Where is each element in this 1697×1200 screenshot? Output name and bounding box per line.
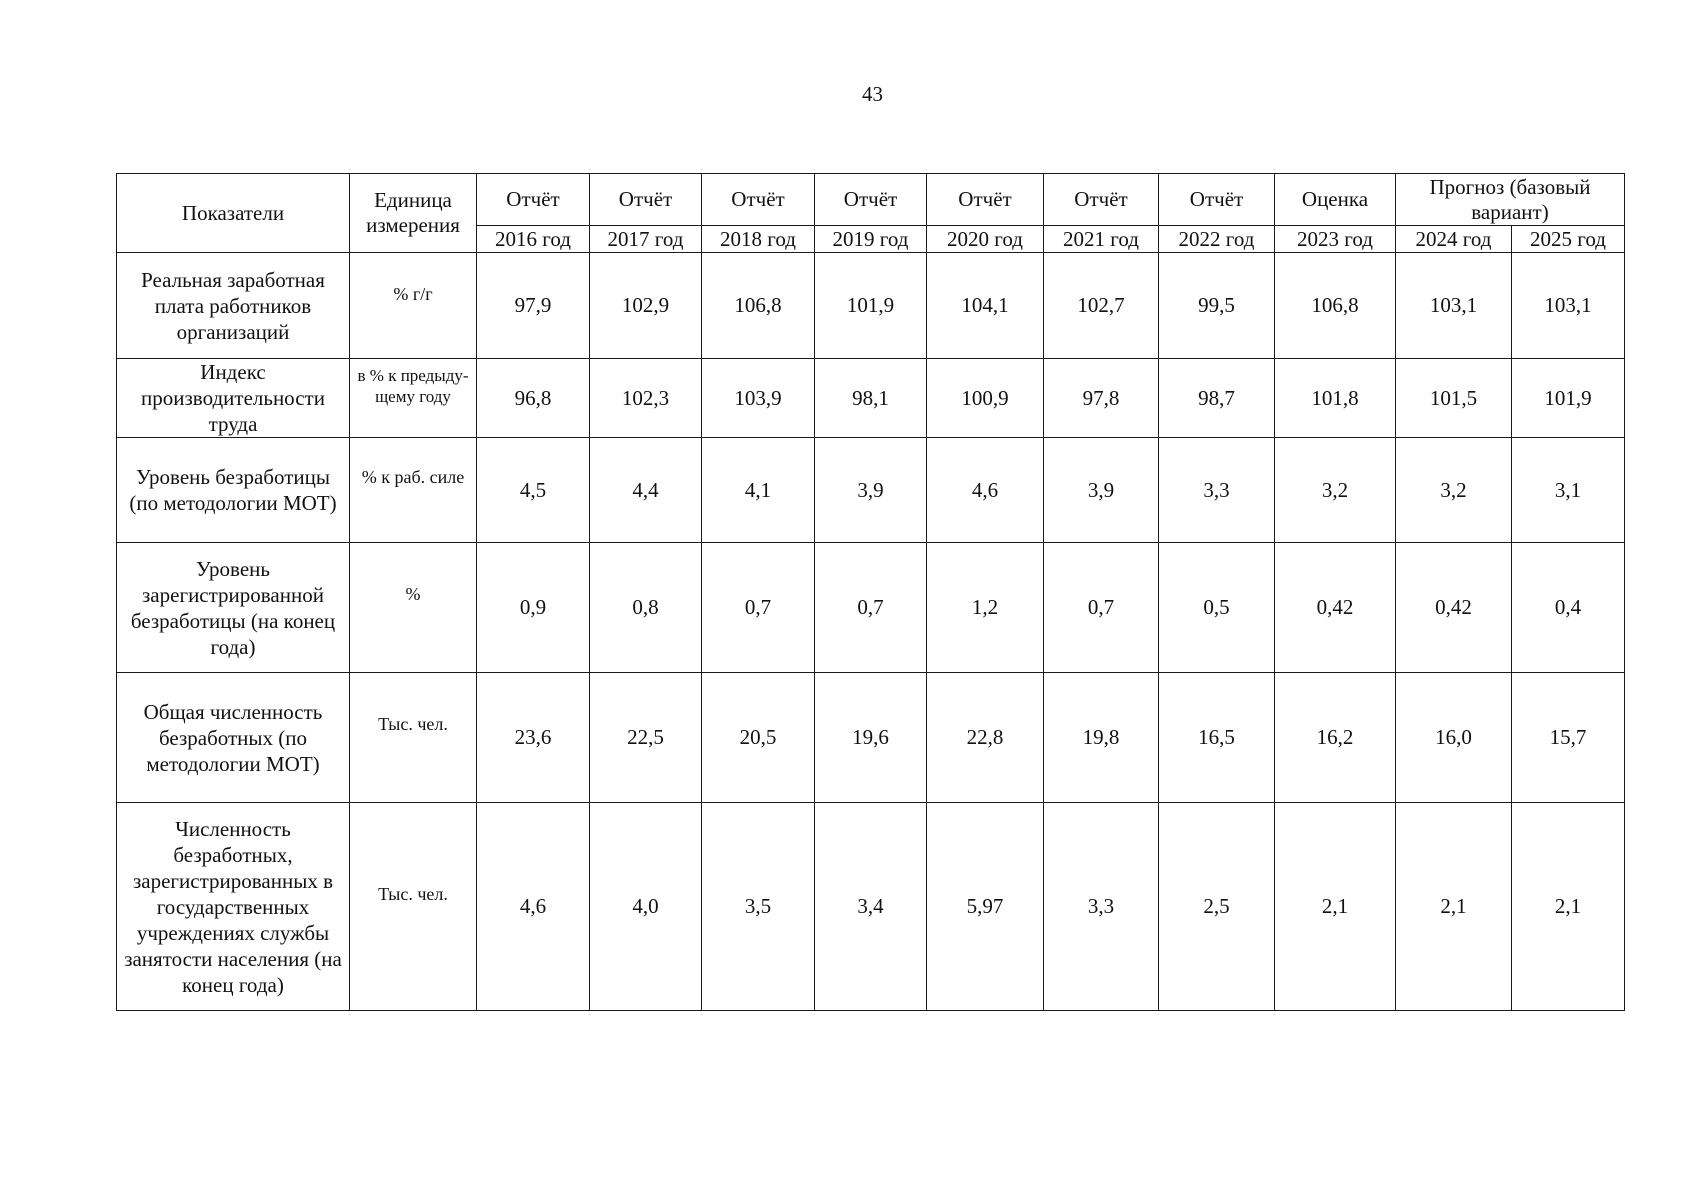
value-cell: 22,8 <box>927 673 1044 803</box>
header-year-2017: 2017 год <box>590 226 702 253</box>
row-indicator: Численность безработных, зарегистрированных в государственных учреждениях службы занятости населения (на конец года) <box>117 803 350 1011</box>
value-cell: 15,7 <box>1512 673 1625 803</box>
value-cell: 3,3 <box>1044 803 1159 1011</box>
row-indicator: Индекс производительности труда <box>117 359 350 438</box>
value-cell: 4,5 <box>477 438 590 543</box>
indicators-table <box>116 173 1625 1011</box>
value-cell: 16,0 <box>1396 673 1512 803</box>
value-cell: 4,4 <box>590 438 702 543</box>
row-indicator: Уровень безработицы (по методологии МОТ) <box>117 438 350 543</box>
value-cell: 101,5 <box>1396 359 1512 438</box>
row-unit: % г/г <box>350 253 477 359</box>
value-cell: 99,5 <box>1159 253 1275 359</box>
header-kind-2019: Отчёт <box>815 174 927 226</box>
value-cell: 16,2 <box>1275 673 1396 803</box>
value-cell: 98,7 <box>1159 359 1275 438</box>
value-cell: 4,6 <box>927 438 1044 543</box>
value-cell: 101,8 <box>1275 359 1396 438</box>
value-cell: 4,0 <box>590 803 702 1011</box>
value-cell: 106,8 <box>702 253 815 359</box>
value-cell: 0,7 <box>815 543 927 673</box>
value-cell: 1,2 <box>927 543 1044 673</box>
header-year-2023: 2023 год <box>1275 226 1396 253</box>
value-cell: 97,9 <box>477 253 590 359</box>
value-cell: 101,9 <box>1512 359 1625 438</box>
value-cell: 0,4 <box>1512 543 1625 673</box>
table-row <box>117 543 1625 673</box>
header-kind-2022: Отчёт <box>1159 174 1275 226</box>
value-cell: 2,5 <box>1159 803 1275 1011</box>
header-year-2019: 2019 год <box>815 226 927 253</box>
value-cell: 0,7 <box>702 543 815 673</box>
table-row <box>117 253 1625 359</box>
header-year-2020: 2020 год <box>927 226 1044 253</box>
header-unit: Единица измерения <box>350 174 477 253</box>
header-kind-2017: Отчёт <box>590 174 702 226</box>
table-row <box>117 359 1625 438</box>
header-kind-2023: Оценка <box>1275 174 1396 226</box>
value-cell: 0,9 <box>477 543 590 673</box>
header-year-2016: 2016 год <box>477 226 590 253</box>
header-year-2022: 2022 год <box>1159 226 1275 253</box>
value-cell: 102,9 <box>590 253 702 359</box>
value-cell: 0,5 <box>1159 543 1275 673</box>
header-indicator: Показатели <box>117 174 350 253</box>
value-cell: 104,1 <box>927 253 1044 359</box>
value-cell: 103,9 <box>702 359 815 438</box>
header-kind-2016: Отчёт <box>477 174 590 226</box>
value-cell: 23,6 <box>477 673 590 803</box>
value-cell: 3,1 <box>1512 438 1625 543</box>
value-cell: 4,1 <box>702 438 815 543</box>
value-cell: 103,1 <box>1512 253 1625 359</box>
header-year-2018: 2018 год <box>702 226 815 253</box>
value-cell: 103,1 <box>1396 253 1512 359</box>
value-cell: 106,8 <box>1275 253 1396 359</box>
value-cell: 0,8 <box>590 543 702 673</box>
value-cell: 3,9 <box>1044 438 1159 543</box>
value-cell: 98,1 <box>815 359 927 438</box>
row-unit: в % к предыду-щему году <box>350 359 477 438</box>
value-cell: 3,5 <box>702 803 815 1011</box>
header-kind-2021: Отчёт <box>1044 174 1159 226</box>
value-cell: 0,42 <box>1396 543 1512 673</box>
row-unit: Тыс. чел. <box>350 673 477 803</box>
value-cell: 100,9 <box>927 359 1044 438</box>
value-cell: 3,2 <box>1275 438 1396 543</box>
header-kind-2018: Отчёт <box>702 174 815 226</box>
row-indicator: Общая численность безработных (по методологии МОТ) <box>117 673 350 803</box>
header-forecast: Прогноз (базовый вариант) <box>1396 174 1625 226</box>
value-cell: 3,4 <box>815 803 927 1011</box>
value-cell: 2,1 <box>1396 803 1512 1011</box>
row-indicator: Реальная заработная плата работников организаций <box>117 253 350 359</box>
value-cell: 102,3 <box>590 359 702 438</box>
value-cell: 5,97 <box>927 803 1044 1011</box>
value-cell: 0,7 <box>1044 543 1159 673</box>
value-cell: 22,5 <box>590 673 702 803</box>
row-unit: % к раб. силе <box>350 438 477 543</box>
value-cell: 20,5 <box>702 673 815 803</box>
table-row <box>117 803 1625 1011</box>
table-header <box>117 174 1625 253</box>
header-year-2021: 2021 год <box>1044 226 1159 253</box>
header-year-2024: 2024 год <box>1396 226 1512 253</box>
table-row <box>117 438 1625 543</box>
header-year-2025: 2025 год <box>1512 226 1625 253</box>
value-cell: 96,8 <box>477 359 590 438</box>
value-cell: 3,2 <box>1396 438 1512 543</box>
value-cell: 4,6 <box>477 803 590 1011</box>
value-cell: 19,8 <box>1044 673 1159 803</box>
value-cell: 3,3 <box>1159 438 1275 543</box>
value-cell: 19,6 <box>815 673 927 803</box>
value-cell: 102,7 <box>1044 253 1159 359</box>
row-indicator: Уровень зарегистрированной безработицы (на конец года) <box>117 543 350 673</box>
value-cell: 101,9 <box>815 253 927 359</box>
table-row <box>117 673 1625 803</box>
value-cell: 3,9 <box>815 438 927 543</box>
value-cell: 97,8 <box>1044 359 1159 438</box>
value-cell: 16,5 <box>1159 673 1275 803</box>
value-cell: 2,1 <box>1275 803 1396 1011</box>
row-unit: % <box>350 543 477 673</box>
row-unit: Тыс. чел. <box>350 803 477 1011</box>
value-cell: 0,42 <box>1275 543 1396 673</box>
header-kind-2020: Отчёт <box>927 174 1044 226</box>
value-cell: 2,1 <box>1512 803 1625 1011</box>
page-number: 43 <box>862 82 883 106</box>
